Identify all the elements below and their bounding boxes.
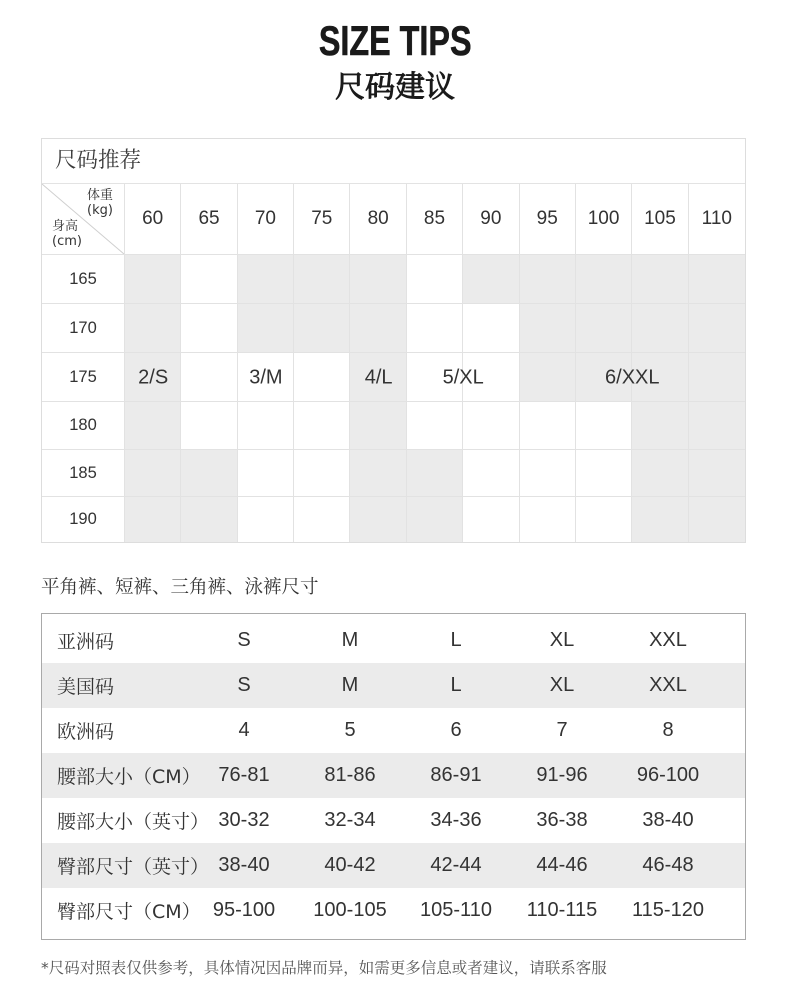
size-row-label: 欧洲码 [57,721,115,743]
height-label: 185 [42,450,125,497]
size-cell [181,353,237,402]
weight-label: 体重 [87,188,114,203]
size-cell-shaded [125,497,181,542]
size-row-value: M [341,629,359,651]
weight-header: 100 [576,184,632,255]
size-cell [181,402,237,450]
size-cell [576,497,632,542]
size-row-value: 30-32 [218,809,270,831]
size-row-value: 6 [450,719,462,741]
size-cell [520,497,576,542]
size-row-value: M [341,674,359,696]
size-cell [294,450,350,497]
height-label: 165 [42,255,125,304]
size-cell-shaded [350,255,406,304]
size-cell-shaded [125,450,181,497]
weight-header: 90 [463,184,519,255]
size-cell-shaded [520,304,576,353]
size-row-value: 95-100 [212,899,276,921]
size-cell-shaded [520,353,576,402]
size-cell-shaded [294,304,350,353]
size-row-value: 7 [556,719,568,741]
size-cell [463,450,519,497]
size-cell-shaded [689,255,745,304]
size-cell [576,450,632,497]
size-row-value: 38-40 [218,854,270,876]
size-cell-shaded [407,497,463,542]
size-cell-shaded [689,497,745,542]
size-row-value: XXL [649,629,687,651]
size-cell-shaded [632,402,688,450]
size-cell-shaded [576,255,632,304]
height-axis-label [52,219,82,249]
size-row-value: 91-96 [536,764,588,786]
size-cell [294,402,350,450]
size-row-label: 臀部尺寸（CM） [57,901,201,923]
size-row-value: 8 [662,719,674,741]
size-row-value: 4 [238,719,250,741]
size-cell-shaded [632,497,688,542]
size-row-value: 5 [344,719,356,741]
size-cell [407,255,463,304]
height-label-title: 身高 [52,219,79,234]
size-cell [407,402,463,450]
underwear-size-caption: 平角裤、短裤、三角裤、泳裤尺寸 [41,577,319,598]
page-title-cn: 尺码建议 [335,70,455,105]
size-row-value: 42-44 [430,854,482,876]
size-row-value: 110-115 [526,899,598,921]
size-row-value: 115-120 [632,899,704,921]
size-row-value: 81-86 [324,764,376,786]
size-row [42,618,745,663]
size-row-value: S [237,674,251,696]
size-label: 2/S [138,366,169,388]
size-cell-shaded [689,402,745,450]
size-label: 5/XL [442,366,484,388]
size-cell [181,304,237,353]
size-row-label: 亚洲码 [57,631,115,653]
size-cell-shaded [125,304,181,353]
size-cell [520,450,576,497]
size-cell [294,497,350,542]
size-row [42,753,745,798]
size-cell-shaded [350,402,406,450]
size-row [42,663,745,708]
size-cell [181,255,237,304]
size-row-value: 32-34 [324,809,376,831]
size-cell [520,402,576,450]
size-cell-shaded [238,304,294,353]
size-cell-shaded [181,497,237,542]
size-row-value: 40-42 [324,854,376,876]
weight-header: 110 [689,184,745,255]
size-cell [238,450,294,497]
size-label: 6/XXL [605,366,660,388]
size-row [42,888,745,933]
size-row-value: S [237,629,251,651]
size-cell-shaded [689,450,745,497]
size-row-value: 44-46 [536,854,588,876]
size-cell [463,402,519,450]
diagonal-header-cell [42,184,125,255]
size-cell-shaded [407,450,463,497]
size-row-label: 腰部大小（英寸） [57,811,210,833]
size-cell [294,353,350,402]
weight-header: 80 [350,184,406,255]
size-row-value: 96-100 [636,764,700,786]
size-recommend-table [41,138,746,543]
weight-header: 95 [520,184,576,255]
size-row-value: L [450,674,462,696]
size-row-value: XL [549,629,575,651]
size-cell [238,402,294,450]
height-unit: (cm) [52,234,82,249]
size-row-label: 腰部大小（CM） [57,766,201,788]
size-row-value: 38-40 [642,809,694,831]
size-row-value: XL [549,674,575,696]
size-cell [463,497,519,542]
height-label: 170 [42,304,125,353]
size-cell-shaded [689,353,745,402]
size-cell [463,304,519,353]
size-cell-shaded [181,450,237,497]
size-cell-shaded [350,304,406,353]
weight-header: 105 [632,184,688,255]
size-cell-shaded [689,304,745,353]
size-row-label: 臀部尺寸（英寸） [57,856,210,878]
size-cell-shaded [632,304,688,353]
size-cell-shaded [632,255,688,304]
size-cell [238,497,294,542]
size-cell-shaded [463,255,519,304]
size-cell-shaded [350,497,406,542]
size-cell-shaded [576,304,632,353]
size-row-value: 36-38 [536,809,588,831]
size-row-value: 100-105 [313,899,387,921]
size-cell-shaded [632,450,688,497]
page-title-en [0,17,790,64]
size-row-value: 34-36 [430,809,482,831]
size-row-value: 86-91 [430,764,482,786]
size-row-value: 105-110 [420,899,492,921]
height-label: 190 [42,497,125,542]
height-label: 180 [42,402,125,450]
size-row [42,798,745,843]
weight-axis-label [87,188,113,218]
size-row-label: 美国码 [57,676,115,698]
size-recommend-grid [42,184,745,542]
weight-unit: (kg) [87,203,113,218]
weight-header: 85 [407,184,463,255]
size-cell-shaded [238,255,294,304]
weight-header: 60 [125,184,181,255]
weight-header: 65 [181,184,237,255]
height-label: 175 [42,353,125,402]
size-recommend-title: 尺码推荐 [42,139,745,184]
weight-header: 70 [238,184,294,255]
size-label: 3/M [249,366,283,388]
size-cell [576,402,632,450]
size-row-value: XXL [649,674,687,696]
page-title-en-text: SIZE TIPS [318,17,472,64]
size-row-value: 76-81 [218,764,270,786]
weight-header: 75 [294,184,350,255]
underwear-size-table [41,613,746,940]
size-row-value: L [450,629,462,651]
size-row [42,708,745,753]
size-cell [407,304,463,353]
size-cell-shaded [125,402,181,450]
footnote: *尺码对照表仅供参考，具体情况因品牌而异，如需更多信息或者建议，请联系客服 [41,959,607,977]
size-cell-shaded [125,255,181,304]
size-label: 4/L [364,366,393,388]
size-cell-shaded [350,450,406,497]
size-cell-shaded [520,255,576,304]
size-row-value: 46-48 [642,854,694,876]
size-cell-shaded [294,255,350,304]
size-row [42,843,745,888]
